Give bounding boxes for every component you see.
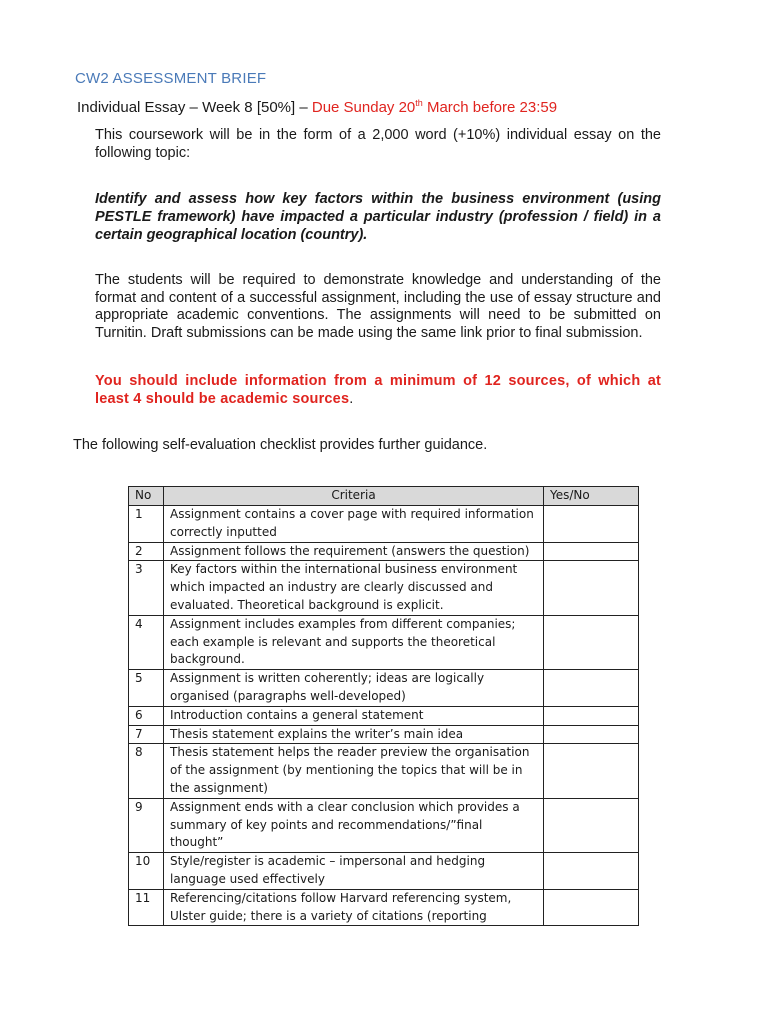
row-yesno-cell[interactable] — [544, 798, 639, 852]
row-number: 5 — [129, 670, 164, 707]
table-row — [129, 744, 639, 798]
table-row — [129, 725, 639, 744]
sources-warning-text: You should include information from a minimum of 12 sources, of which at least 4 should be academic sources — [95, 373, 661, 407]
row-criteria: Assignment includes examples from different companies; each example is relevant and supports the theoretical background. — [164, 615, 544, 669]
row-number: 1 — [129, 506, 164, 543]
row-yesno-cell[interactable] — [544, 889, 639, 926]
checklist-intro: The following self-evaluation checklist provides further guidance. — [73, 437, 488, 453]
row-criteria: Thesis statement explains the writer’s main idea — [164, 725, 544, 744]
table-row — [129, 542, 639, 561]
table-row — [129, 670, 639, 707]
due-date — [312, 99, 557, 116]
table-row — [129, 561, 639, 615]
table-row — [129, 706, 639, 725]
row-yesno-cell[interactable] — [544, 670, 639, 707]
row-yesno-cell[interactable] — [544, 744, 639, 798]
row-criteria: Referencing/citations follow Harvard referencing system, Ulster guide; there is a variety of citations (reporting — [164, 889, 544, 926]
table-row — [129, 615, 639, 669]
table-row — [129, 506, 639, 543]
row-number: 6 — [129, 706, 164, 725]
row-yesno-cell[interactable] — [544, 615, 639, 669]
row-number: 3 — [129, 561, 164, 615]
row-number: 7 — [129, 725, 164, 744]
row-yesno-cell[interactable] — [544, 542, 639, 561]
due-ordinal: th — [415, 98, 423, 108]
row-criteria: Introduction contains a general statement — [164, 706, 544, 725]
subtitle-prefix: Individual Essay – Week 8 [50%] – — [77, 99, 312, 116]
sources-warning-period: . — [349, 391, 354, 407]
document-title: CW2 ASSESSMENT BRIEF — [75, 70, 267, 87]
intro-paragraph: This coursework will be in the form of a 2,000 word (+10%) individual essay on the following topic: — [95, 127, 661, 161]
sources-warning — [95, 372, 661, 408]
row-yesno-cell[interactable] — [544, 706, 639, 725]
header-no: No — [129, 487, 164, 506]
row-yesno-cell[interactable] — [544, 853, 639, 890]
row-yesno-cell[interactable] — [544, 506, 639, 543]
row-criteria: Assignment contains a cover page with required information correctly inputted — [164, 506, 544, 543]
checklist-header-row — [129, 487, 639, 506]
header-criteria: Criteria — [164, 487, 544, 506]
row-number: 2 — [129, 542, 164, 561]
row-criteria: Assignment follows the requirement (answers the question) — [164, 542, 544, 561]
row-number: 4 — [129, 615, 164, 669]
header-yesno: Yes/No — [544, 487, 639, 506]
due-suffix: March before 23:59 — [422, 99, 558, 116]
assessment-subtitle — [77, 99, 557, 116]
row-criteria: Key factors within the international business environment which impacted an industry are clearly discussed and evaluated. Theoretical background is explicit. — [164, 561, 544, 615]
row-criteria: Thesis statement helps the reader preview the organisation of the assignment (by mentioning the topics that will be in the assignment) — [164, 744, 544, 798]
row-yesno-cell[interactable] — [544, 725, 639, 744]
row-number: 9 — [129, 798, 164, 852]
row-number: 8 — [129, 744, 164, 798]
table-row — [129, 798, 639, 852]
requirements-paragraph: The students will be required to demonstrate knowledge and understanding of the format and content of a successful assignment, including the use of essay structure and appropriate academic conventions. The assignments will need to be submitted on Turnitin. Draft submissions can be made using the same link prior to final submission. — [95, 272, 661, 341]
essay-topic: Identify and assess how key factors within the business environment (using PESTLE framework) have impacted a particular industry (profession / field) in a certain geographical location (country). — [95, 191, 661, 243]
table-row — [129, 853, 639, 890]
row-number: 10 — [129, 853, 164, 890]
row-criteria: Assignment ends with a clear conclusion which provides a summary of key points and recommendations/”final thought” — [164, 798, 544, 852]
row-criteria: Style/register is academic – impersonal and hedging language used effectively — [164, 853, 544, 890]
row-yesno-cell[interactable] — [544, 561, 639, 615]
self-evaluation-checklist — [128, 486, 639, 926]
row-number: 11 — [129, 889, 164, 926]
due-prefix: Due Sunday 20 — [311, 99, 416, 116]
table-row — [129, 889, 639, 926]
row-criteria: Assignment is written coherently; ideas are logically organised (paragraphs well-developed) — [164, 670, 544, 707]
